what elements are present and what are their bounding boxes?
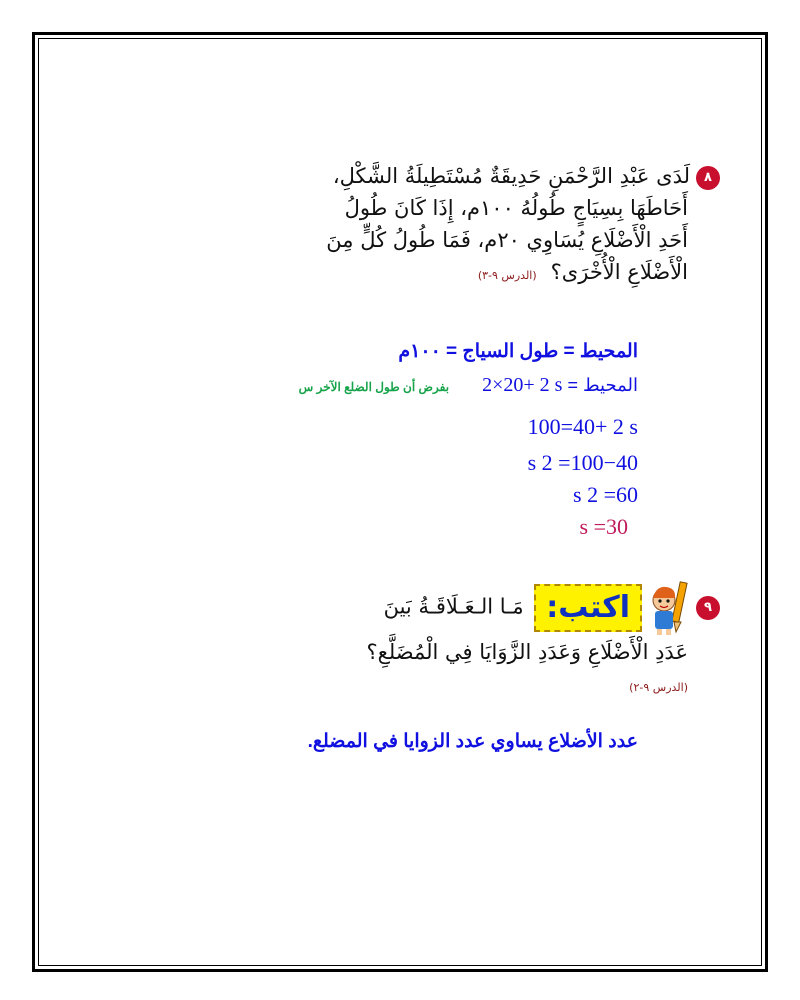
problem-8-line-1: ٨لَدَى عَبْدِ الرَّحْمَنِ حَدِيقَةٌ مُسْتَطِيلَةُ الشَّكْلِ، bbox=[250, 160, 720, 192]
problem-8-line-2: أَحَاطَهَا بِسِيَاجٍ طُولُهُ ١٠٠م، إِذَا كَانَ طُولُ bbox=[344, 196, 688, 220]
problem-9 bbox=[315, 580, 720, 704]
lesson-reference: (الدرس ٩-٢) bbox=[629, 681, 688, 694]
solution-step-2: s 2 =100−40 bbox=[527, 450, 638, 475]
problem-9-line-2: عَدَدِ الْأَضْلَاعِ وَعَدَدِ الزَّوَايَا فِي الْمُضَلَّعِ؟ bbox=[366, 640, 688, 664]
pencil-girl-icon bbox=[646, 580, 690, 636]
solution-step-1: 100=40+ 2 s bbox=[527, 414, 638, 439]
lesson-reference: (الدرس ٩-٣) bbox=[477, 269, 537, 282]
problem-8 bbox=[250, 160, 720, 292]
write-label-box: اكتب: bbox=[534, 584, 642, 632]
perimeter-expression: 2×20+ 2 s bbox=[482, 374, 563, 396]
problem-number-badge: ٩ bbox=[696, 596, 720, 620]
assumption-note: بفرض أن طول الضلع الآخر س bbox=[298, 380, 450, 394]
problem-8-line-3: أَحَدِ الْأَضْلَاعِ يُسَاوِي ٢٠م، فَمَا طُولُ كُلٍّ مِنَ bbox=[326, 228, 688, 252]
answer-9: عدد الأضلاع يساوي عدد الزوايا في المضلع. bbox=[307, 731, 638, 752]
solution-perimeter-equation bbox=[299, 374, 638, 397]
solution-step-3: s 2 =60 bbox=[573, 482, 638, 507]
problem-9-line-3 bbox=[315, 668, 720, 704]
perimeter-label: المحيط = bbox=[567, 375, 638, 395]
solution-perimeter-title: المحيط = طول السياج = ١٠٠م bbox=[398, 341, 638, 362]
problem-number-badge: ٨ bbox=[696, 166, 720, 190]
problem-8-line-4: الْأَضْلَاعِ الْأُخْرَى؟(الدرس ٩-٣) bbox=[477, 260, 688, 284]
solution-result: s =30 bbox=[579, 514, 628, 539]
problem-9-line-1: ٩اكتب: مَـا الـعَـلَاقَـةُ بَينَ bbox=[315, 580, 720, 636]
